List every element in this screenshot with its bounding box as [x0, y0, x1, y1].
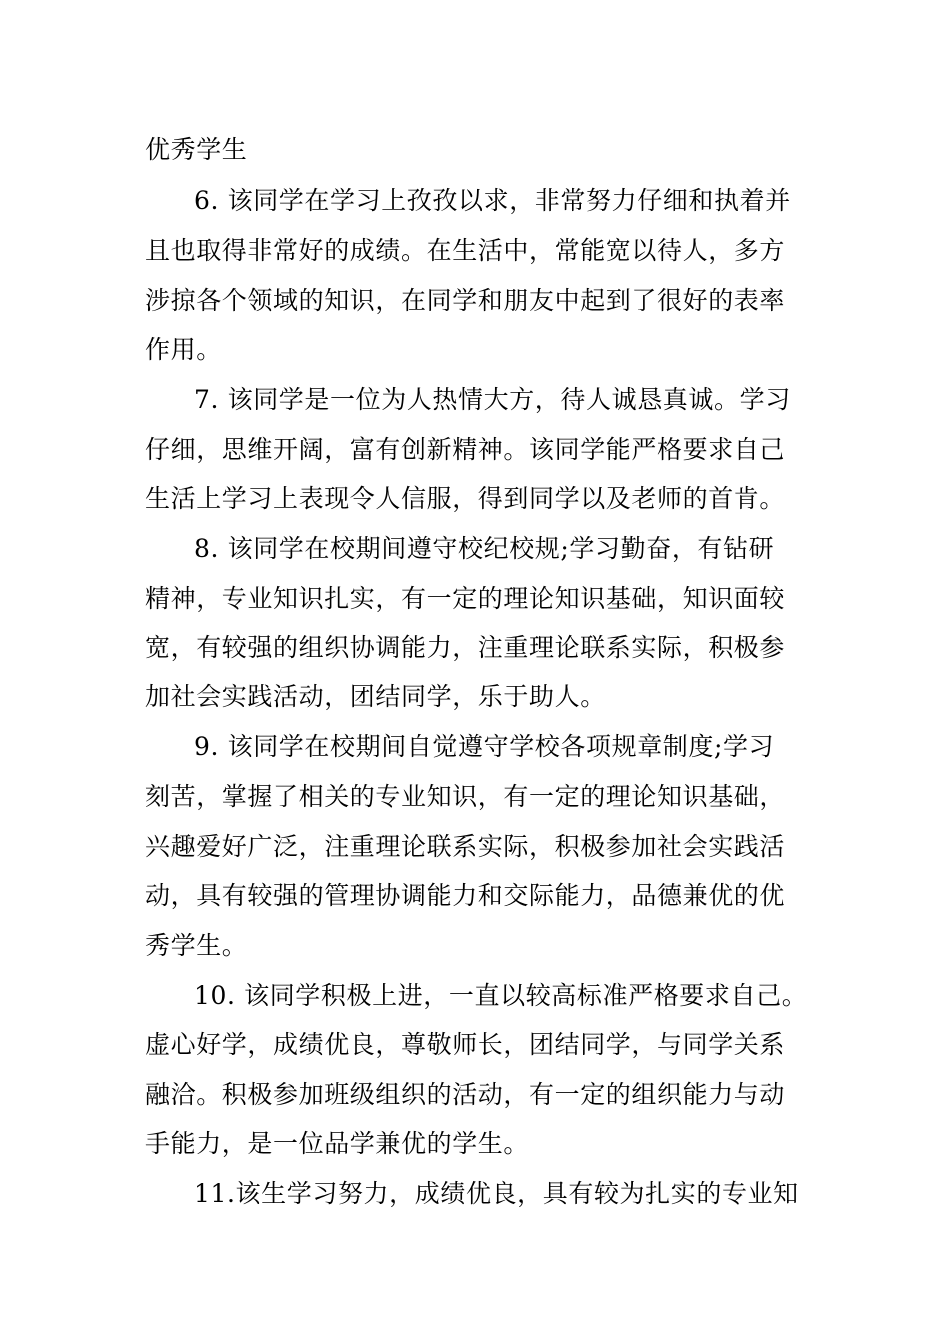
text-line: 秀学生。 [145, 931, 248, 960]
text-line: 6. 该同学在学习上孜孜以求，非常努力仔细和执着并 [194, 186, 791, 215]
text-line: 宽，有较强的组织协调能力，注重理论联系实际，积极参 [145, 633, 786, 662]
text-line: 涉掠各个领域的知识，在同学和朋友中起到了很好的表率 [145, 286, 786, 315]
text-line: 优秀学生 [145, 135, 248, 164]
text-line: 精神，专业知识扎实，有一定的理论知识基础，知识面较 [145, 584, 786, 613]
text-line: 刻苦，掌握了相关的专业知识，有一定的理论知识基础， [145, 782, 786, 811]
text-line: 10. 该同学积极上进，一直以较高标准严格要求自己。 [194, 981, 808, 1010]
text-line: 且也取得非常好的成绩。在生活中，常能宽以待人，多方 [145, 236, 786, 265]
text-line: 加社会实践活动，团结同学，乐于助人。 [145, 682, 606, 711]
text-line: 8. 该同学在校期间遵守校纪校规;学习勤奋，有钻研 [194, 534, 775, 563]
text-line: 仔细，思维开阔，富有创新精神。该同学能严格要求自己 [145, 435, 786, 464]
text-line: 手能力，是一位品学兼优的学生。 [145, 1129, 530, 1158]
text-line: 7. 该同学是一位为人热情大方，待人诚恳真诚。学习 [194, 385, 791, 414]
text-line: 兴趣爱好广泛，注重理论联系实际，积极参加社会实践活 [145, 832, 786, 861]
text-line: 生活上学习上表现令人信服，得到同学以及老师的首肯。 [145, 484, 786, 513]
text-line: 11.该生学习努力，成绩优良，具有较为扎实的专业知 [194, 1179, 799, 1208]
text-line: 融洽。积极参加班级组织的活动，有一定的组织能力与动 [145, 1080, 786, 1109]
text-line: 9. 该同学在校期间自觉遵守学校各项规章制度;学习 [194, 732, 775, 761]
text-line: 动，具有较强的管理协调能力和交际能力，品德兼优的优 [145, 881, 786, 910]
text-line: 作用。 [145, 335, 222, 364]
text-line: 虚心好学，成绩优良，尊敬师长，团结同学，与同学关系 [145, 1030, 786, 1059]
